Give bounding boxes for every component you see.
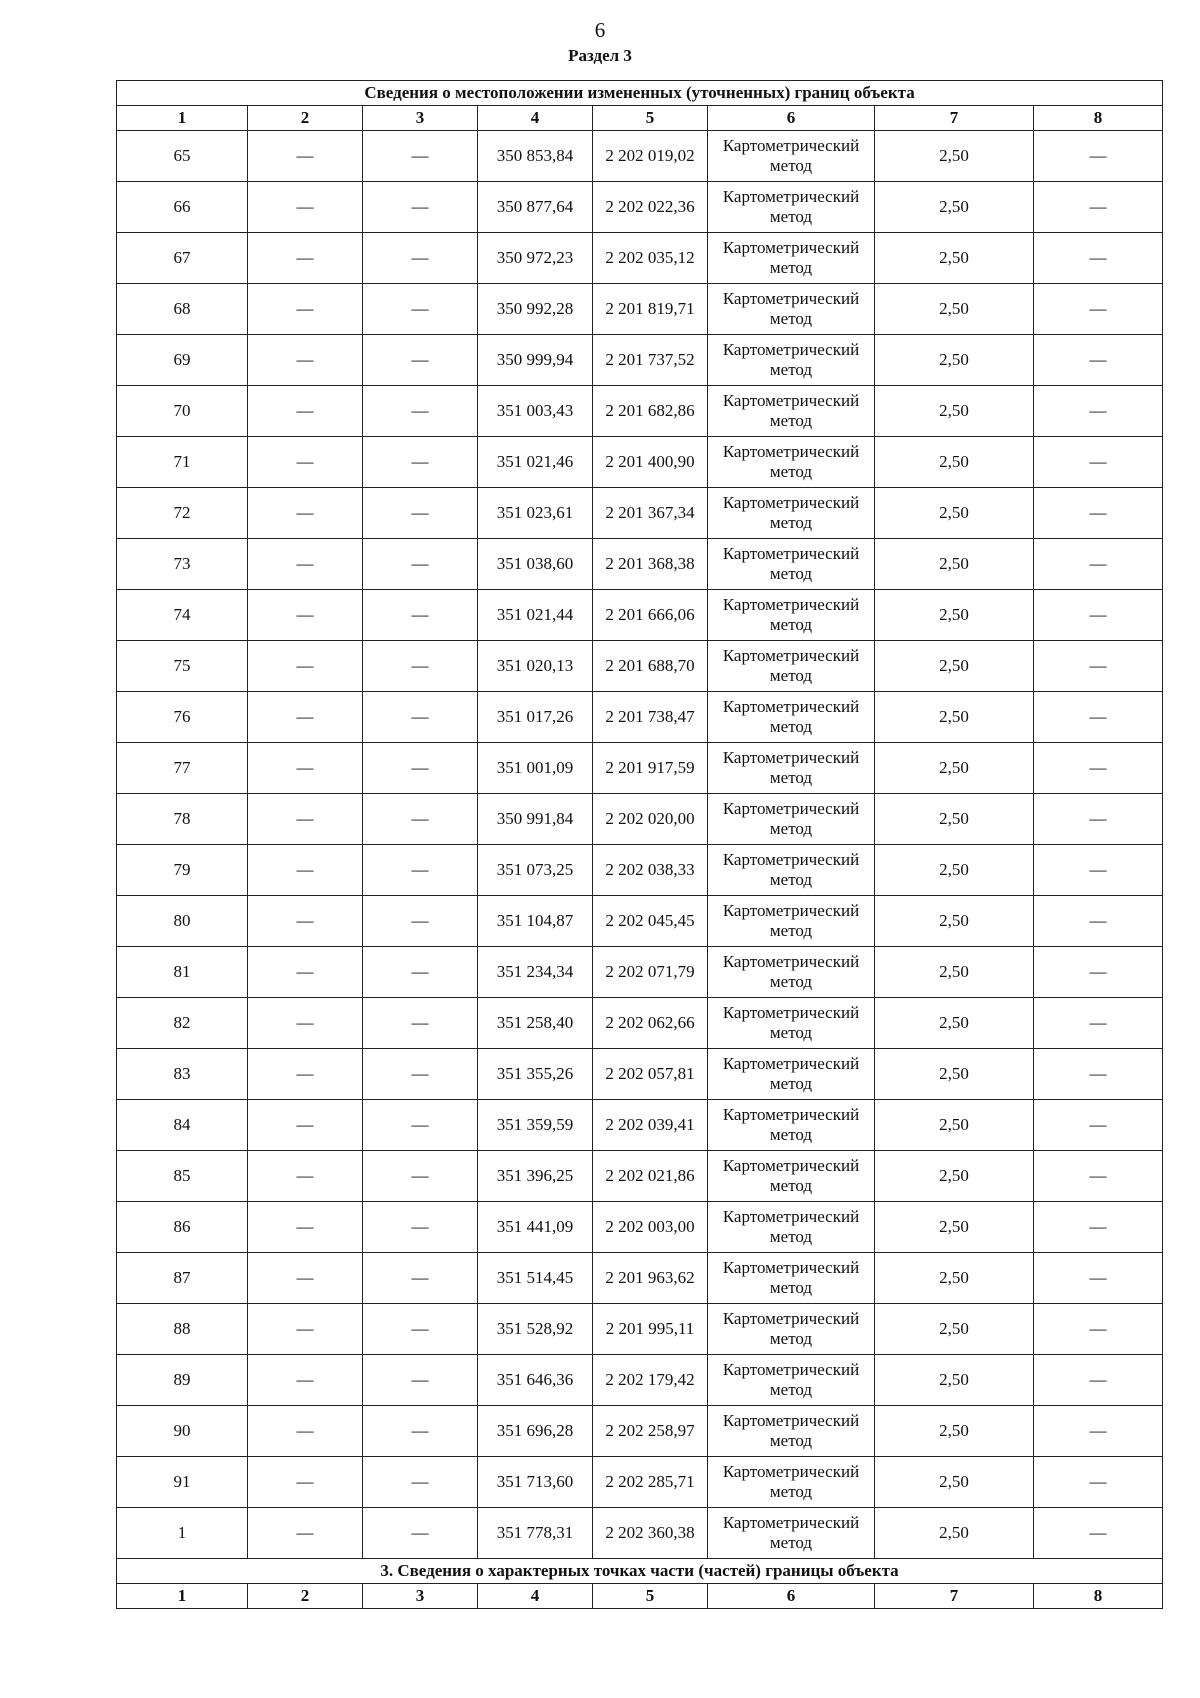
method-cell: Картометрический метод <box>708 1355 875 1406</box>
x-coordinate-cell: 351 023,61 <box>478 488 593 539</box>
col8-cell: — <box>1034 1151 1163 1202</box>
table-row <box>117 1457 1163 1508</box>
table-banner-row <box>117 81 1163 106</box>
col2-cell: — <box>248 233 363 284</box>
col8-cell: — <box>1034 794 1163 845</box>
method-cell: Картометрический метод <box>708 743 875 794</box>
accuracy-cell: 2,50 <box>875 845 1034 896</box>
y-coordinate-cell: 2 201 400,90 <box>593 437 708 488</box>
col3-cell: — <box>363 182 478 233</box>
x-coordinate-cell: 351 258,40 <box>478 998 593 1049</box>
col3-cell: — <box>363 641 478 692</box>
method-cell: Картометрический метод <box>708 998 875 1049</box>
col2-cell: — <box>248 692 363 743</box>
method-cell: Картометрический метод <box>708 590 875 641</box>
boundary-coordinates-table <box>116 80 1163 1609</box>
col3-cell: — <box>363 1355 478 1406</box>
col2-cell: — <box>248 335 363 386</box>
col8-cell: — <box>1034 233 1163 284</box>
col2-cell: — <box>248 794 363 845</box>
y-coordinate-cell: 2 201 367,34 <box>593 488 708 539</box>
column-number-cell: 7 <box>875 1584 1034 1609</box>
method-cell: Картометрический метод <box>708 1508 875 1559</box>
method-cell: Картометрический метод <box>708 1406 875 1457</box>
y-coordinate-cell: 2 202 021,86 <box>593 1151 708 1202</box>
point-number-cell: 68 <box>117 284 248 335</box>
col8-cell: — <box>1034 1100 1163 1151</box>
col2-cell: — <box>248 1508 363 1559</box>
col8-cell: — <box>1034 1406 1163 1457</box>
point-number-cell: 78 <box>117 794 248 845</box>
table-row <box>117 1406 1163 1457</box>
col2-cell: — <box>248 590 363 641</box>
col3-cell: — <box>363 896 478 947</box>
y-coordinate-cell: 2 201 666,06 <box>593 590 708 641</box>
y-coordinate-cell: 2 201 368,38 <box>593 539 708 590</box>
column-number-cell: 5 <box>593 1584 708 1609</box>
col8-cell: — <box>1034 641 1163 692</box>
point-number-cell: 67 <box>117 233 248 284</box>
col2-cell: — <box>248 1253 363 1304</box>
x-coordinate-cell: 351 696,28 <box>478 1406 593 1457</box>
accuracy-cell: 2,50 <box>875 1049 1034 1100</box>
point-number-cell: 65 <box>117 131 248 182</box>
accuracy-cell: 2,50 <box>875 1355 1034 1406</box>
point-number-cell: 88 <box>117 1304 248 1355</box>
x-coordinate-cell: 351 003,43 <box>478 386 593 437</box>
accuracy-cell: 2,50 <box>875 641 1034 692</box>
table-row <box>117 692 1163 743</box>
accuracy-cell: 2,50 <box>875 233 1034 284</box>
accuracy-cell: 2,50 <box>875 539 1034 590</box>
column-number-cell: 4 <box>478 106 593 131</box>
col3-cell: — <box>363 1508 478 1559</box>
point-number-cell: 86 <box>117 1202 248 1253</box>
accuracy-cell: 2,50 <box>875 1508 1034 1559</box>
x-coordinate-cell: 351 038,60 <box>478 539 593 590</box>
col8-cell: — <box>1034 1253 1163 1304</box>
col3-cell: — <box>363 845 478 896</box>
accuracy-cell: 2,50 <box>875 743 1034 794</box>
col2-cell: — <box>248 998 363 1049</box>
col8-cell: — <box>1034 539 1163 590</box>
accuracy-cell: 2,50 <box>875 590 1034 641</box>
accuracy-cell: 2,50 <box>875 284 1034 335</box>
col8-cell: — <box>1034 1202 1163 1253</box>
method-cell: Картометрический метод <box>708 794 875 845</box>
col8-cell: — <box>1034 590 1163 641</box>
x-coordinate-cell: 351 713,60 <box>478 1457 593 1508</box>
table-row <box>117 1253 1163 1304</box>
point-number-cell: 91 <box>117 1457 248 1508</box>
col8-cell: — <box>1034 1304 1163 1355</box>
method-cell: Картометрический метод <box>708 233 875 284</box>
x-coordinate-cell: 351 001,09 <box>478 743 593 794</box>
col3-cell: — <box>363 131 478 182</box>
point-number-cell: 71 <box>117 437 248 488</box>
col3-cell: — <box>363 692 478 743</box>
x-coordinate-cell: 350 877,64 <box>478 182 593 233</box>
col2-cell: — <box>248 182 363 233</box>
accuracy-cell: 2,50 <box>875 998 1034 1049</box>
col3-cell: — <box>363 1049 478 1100</box>
col3-cell: — <box>363 947 478 998</box>
col8-cell: — <box>1034 743 1163 794</box>
method-cell: Картометрический метод <box>708 131 875 182</box>
y-coordinate-cell: 2 202 057,81 <box>593 1049 708 1100</box>
table-row <box>117 437 1163 488</box>
col3-cell: — <box>363 1202 478 1253</box>
x-coordinate-cell: 350 972,23 <box>478 233 593 284</box>
table-row <box>117 182 1163 233</box>
method-cell: Картометрический метод <box>708 947 875 998</box>
x-coordinate-cell: 351 514,45 <box>478 1253 593 1304</box>
point-number-cell: 1 <box>117 1508 248 1559</box>
col2-cell: — <box>248 947 363 998</box>
method-cell: Картометрический метод <box>708 845 875 896</box>
col2-cell: — <box>248 1304 363 1355</box>
table-row <box>117 1049 1163 1100</box>
col8-cell: — <box>1034 1508 1163 1559</box>
point-number-cell: 89 <box>117 1355 248 1406</box>
table-row <box>117 131 1163 182</box>
point-number-cell: 83 <box>117 1049 248 1100</box>
accuracy-cell: 2,50 <box>875 692 1034 743</box>
col2-cell: — <box>248 743 363 794</box>
col3-cell: — <box>363 284 478 335</box>
col3-cell: — <box>363 590 478 641</box>
col3-cell: — <box>363 233 478 284</box>
y-coordinate-cell: 2 202 360,38 <box>593 1508 708 1559</box>
column-number-cell: 1 <box>117 1584 248 1609</box>
accuracy-cell: 2,50 <box>875 947 1034 998</box>
table-row <box>117 539 1163 590</box>
col2-cell: — <box>248 386 363 437</box>
point-number-cell: 82 <box>117 998 248 1049</box>
table-row <box>117 233 1163 284</box>
column-number-cell: 7 <box>875 106 1034 131</box>
point-number-cell: 84 <box>117 1100 248 1151</box>
table-row <box>117 1508 1163 1559</box>
y-coordinate-cell: 2 201 963,62 <box>593 1253 708 1304</box>
col8-cell: — <box>1034 845 1163 896</box>
accuracy-cell: 2,50 <box>875 437 1034 488</box>
col8-cell: — <box>1034 335 1163 386</box>
x-coordinate-cell: 351 017,26 <box>478 692 593 743</box>
y-coordinate-cell: 2 201 682,86 <box>593 386 708 437</box>
x-coordinate-cell: 350 999,94 <box>478 335 593 386</box>
accuracy-cell: 2,50 <box>875 1253 1034 1304</box>
method-cell: Картометрический метод <box>708 488 875 539</box>
col2-cell: — <box>248 488 363 539</box>
y-coordinate-cell: 2 202 039,41 <box>593 1100 708 1151</box>
y-coordinate-cell: 2 201 737,52 <box>593 335 708 386</box>
col2-cell: — <box>248 131 363 182</box>
col8-cell: — <box>1034 131 1163 182</box>
section-title: Раздел 3 <box>568 46 632 65</box>
col3-cell: — <box>363 386 478 437</box>
x-coordinate-cell: 351 355,26 <box>478 1049 593 1100</box>
table-banner: Сведения о местоположении измененных (уточненных) границ объекта <box>117 81 1163 106</box>
col8-cell: — <box>1034 896 1163 947</box>
table-row <box>117 590 1163 641</box>
table-row <box>117 1100 1163 1151</box>
table-row <box>117 335 1163 386</box>
col2-cell: — <box>248 437 363 488</box>
accuracy-cell: 2,50 <box>875 182 1034 233</box>
column-number-cell: 1 <box>117 106 248 131</box>
point-number-cell: 73 <box>117 539 248 590</box>
y-coordinate-cell: 2 201 738,47 <box>593 692 708 743</box>
table-row <box>117 1202 1163 1253</box>
y-coordinate-cell: 2 202 020,00 <box>593 794 708 845</box>
table-row <box>117 743 1163 794</box>
method-cell: Картометрический метод <box>708 1304 875 1355</box>
table-row <box>117 488 1163 539</box>
point-number-cell: 72 <box>117 488 248 539</box>
col2-cell: — <box>248 896 363 947</box>
col3-cell: — <box>363 743 478 794</box>
y-coordinate-cell: 2 202 258,97 <box>593 1406 708 1457</box>
col3-cell: — <box>363 539 478 590</box>
x-coordinate-cell: 351 021,46 <box>478 437 593 488</box>
accuracy-cell: 2,50 <box>875 386 1034 437</box>
accuracy-cell: 2,50 <box>875 1202 1034 1253</box>
column-number-cell: 6 <box>708 106 875 131</box>
table-body <box>117 81 1163 1609</box>
x-coordinate-cell: 351 021,44 <box>478 590 593 641</box>
table-row <box>117 1304 1163 1355</box>
column-number-cell: 3 <box>363 106 478 131</box>
y-coordinate-cell: 2 201 995,11 <box>593 1304 708 1355</box>
col8-cell: — <box>1034 1457 1163 1508</box>
column-number-cell: 8 <box>1034 106 1163 131</box>
col3-cell: — <box>363 1457 478 1508</box>
col8-cell: — <box>1034 437 1163 488</box>
footer-banner-row <box>117 1559 1163 1584</box>
method-cell: Картометрический метод <box>708 1253 875 1304</box>
page-number: 6 <box>594 18 606 42</box>
x-coordinate-cell: 351 359,59 <box>478 1100 593 1151</box>
accuracy-cell: 2,50 <box>875 1304 1034 1355</box>
method-cell: Картометрический метод <box>708 1049 875 1100</box>
x-coordinate-cell: 350 853,84 <box>478 131 593 182</box>
point-number-cell: 75 <box>117 641 248 692</box>
col8-cell: — <box>1034 1049 1163 1100</box>
point-number-cell: 66 <box>117 182 248 233</box>
x-coordinate-cell: 350 992,28 <box>478 284 593 335</box>
col8-cell: — <box>1034 998 1163 1049</box>
y-coordinate-cell: 2 202 062,66 <box>593 998 708 1049</box>
col2-cell: — <box>248 1406 363 1457</box>
accuracy-cell: 2,50 <box>875 1457 1034 1508</box>
point-number-cell: 85 <box>117 1151 248 1202</box>
point-number-cell: 77 <box>117 743 248 794</box>
method-cell: Картометрический метод <box>708 1202 875 1253</box>
table-row <box>117 998 1163 1049</box>
column-number-cell: 6 <box>708 1584 875 1609</box>
column-number-cell: 8 <box>1034 1584 1163 1609</box>
column-number-cell: 4 <box>478 1584 593 1609</box>
method-cell: Картометрический метод <box>708 182 875 233</box>
x-coordinate-cell: 351 396,25 <box>478 1151 593 1202</box>
col3-cell: — <box>363 488 478 539</box>
col2-cell: — <box>248 1049 363 1100</box>
col8-cell: — <box>1034 182 1163 233</box>
col3-cell: — <box>363 335 478 386</box>
x-coordinate-cell: 351 528,92 <box>478 1304 593 1355</box>
method-cell: Картометрический метод <box>708 641 875 692</box>
method-cell: Картометрический метод <box>708 896 875 947</box>
col2-cell: — <box>248 539 363 590</box>
col8-cell: — <box>1034 386 1163 437</box>
table-row <box>117 284 1163 335</box>
method-cell: Картометрический метод <box>708 539 875 590</box>
col3-cell: — <box>363 794 478 845</box>
col2-cell: — <box>248 641 363 692</box>
col2-cell: — <box>248 1100 363 1151</box>
table-row <box>117 386 1163 437</box>
y-coordinate-cell: 2 201 917,59 <box>593 743 708 794</box>
y-coordinate-cell: 2 202 022,36 <box>593 182 708 233</box>
method-cell: Картометрический метод <box>708 692 875 743</box>
accuracy-cell: 2,50 <box>875 1151 1034 1202</box>
col8-cell: — <box>1034 488 1163 539</box>
y-coordinate-cell: 2 202 285,71 <box>593 1457 708 1508</box>
col3-cell: — <box>363 1304 478 1355</box>
col3-cell: — <box>363 1406 478 1457</box>
col2-cell: — <box>248 1355 363 1406</box>
x-coordinate-cell: 351 778,31 <box>478 1508 593 1559</box>
y-coordinate-cell: 2 201 688,70 <box>593 641 708 692</box>
accuracy-cell: 2,50 <box>875 1406 1034 1457</box>
col3-cell: — <box>363 1253 478 1304</box>
point-number-cell: 70 <box>117 386 248 437</box>
x-coordinate-cell: 351 020,13 <box>478 641 593 692</box>
x-coordinate-cell: 351 073,25 <box>478 845 593 896</box>
x-coordinate-cell: 351 234,34 <box>478 947 593 998</box>
table-row <box>117 641 1163 692</box>
table-row <box>117 845 1163 896</box>
table-row <box>117 896 1163 947</box>
x-coordinate-cell: 351 104,87 <box>478 896 593 947</box>
table-row <box>117 794 1163 845</box>
col3-cell: — <box>363 998 478 1049</box>
col2-cell: — <box>248 1202 363 1253</box>
y-coordinate-cell: 2 202 045,45 <box>593 896 708 947</box>
accuracy-cell: 2,50 <box>875 1100 1034 1151</box>
method-cell: Картометрический метод <box>708 386 875 437</box>
col8-cell: — <box>1034 1355 1163 1406</box>
method-cell: Картометрический метод <box>708 1151 875 1202</box>
y-coordinate-cell: 2 202 071,79 <box>593 947 708 998</box>
accuracy-cell: 2,50 <box>875 794 1034 845</box>
method-cell: Картометрический метод <box>708 335 875 386</box>
point-number-cell: 74 <box>117 590 248 641</box>
point-number-cell: 76 <box>117 692 248 743</box>
column-number-cell: 2 <box>248 1584 363 1609</box>
col3-cell: — <box>363 1100 478 1151</box>
method-cell: Картометрический метод <box>708 437 875 488</box>
accuracy-cell: 2,50 <box>875 488 1034 539</box>
method-cell: Картометрический метод <box>708 1457 875 1508</box>
point-number-cell: 69 <box>117 335 248 386</box>
table-row <box>117 1355 1163 1406</box>
col2-cell: — <box>248 845 363 896</box>
col2-cell: — <box>248 1457 363 1508</box>
footer-banner: 3. Сведения о характерных точках части (частей) границы объекта <box>117 1559 1163 1584</box>
x-coordinate-cell: 351 441,09 <box>478 1202 593 1253</box>
column-number-cell: 2 <box>248 106 363 131</box>
col3-cell: — <box>363 1151 478 1202</box>
col8-cell: — <box>1034 284 1163 335</box>
point-number-cell: 81 <box>117 947 248 998</box>
col2-cell: — <box>248 284 363 335</box>
footer-column-numbers-row <box>117 1584 1163 1609</box>
point-number-cell: 87 <box>117 1253 248 1304</box>
x-coordinate-cell: 350 991,84 <box>478 794 593 845</box>
column-number-cell: 5 <box>593 106 708 131</box>
col8-cell: — <box>1034 692 1163 743</box>
col8-cell: — <box>1034 947 1163 998</box>
point-number-cell: 80 <box>117 896 248 947</box>
point-number-cell: 90 <box>117 1406 248 1457</box>
y-coordinate-cell: 2 202 038,33 <box>593 845 708 896</box>
table-row <box>117 1151 1163 1202</box>
y-coordinate-cell: 2 202 035,12 <box>593 233 708 284</box>
column-number-cell: 3 <box>363 1584 478 1609</box>
x-coordinate-cell: 351 646,36 <box>478 1355 593 1406</box>
method-cell: Картометрический метод <box>708 284 875 335</box>
method-cell: Картометрический метод <box>708 1100 875 1151</box>
y-coordinate-cell: 2 202 179,42 <box>593 1355 708 1406</box>
accuracy-cell: 2,50 <box>875 896 1034 947</box>
y-coordinate-cell: 2 202 003,00 <box>593 1202 708 1253</box>
col2-cell: — <box>248 1151 363 1202</box>
y-coordinate-cell: 2 201 819,71 <box>593 284 708 335</box>
table-row <box>117 947 1163 998</box>
accuracy-cell: 2,50 <box>875 131 1034 182</box>
y-coordinate-cell: 2 202 019,02 <box>593 131 708 182</box>
column-numbers-row <box>117 106 1163 131</box>
accuracy-cell: 2,50 <box>875 335 1034 386</box>
col3-cell: — <box>363 437 478 488</box>
point-number-cell: 79 <box>117 845 248 896</box>
